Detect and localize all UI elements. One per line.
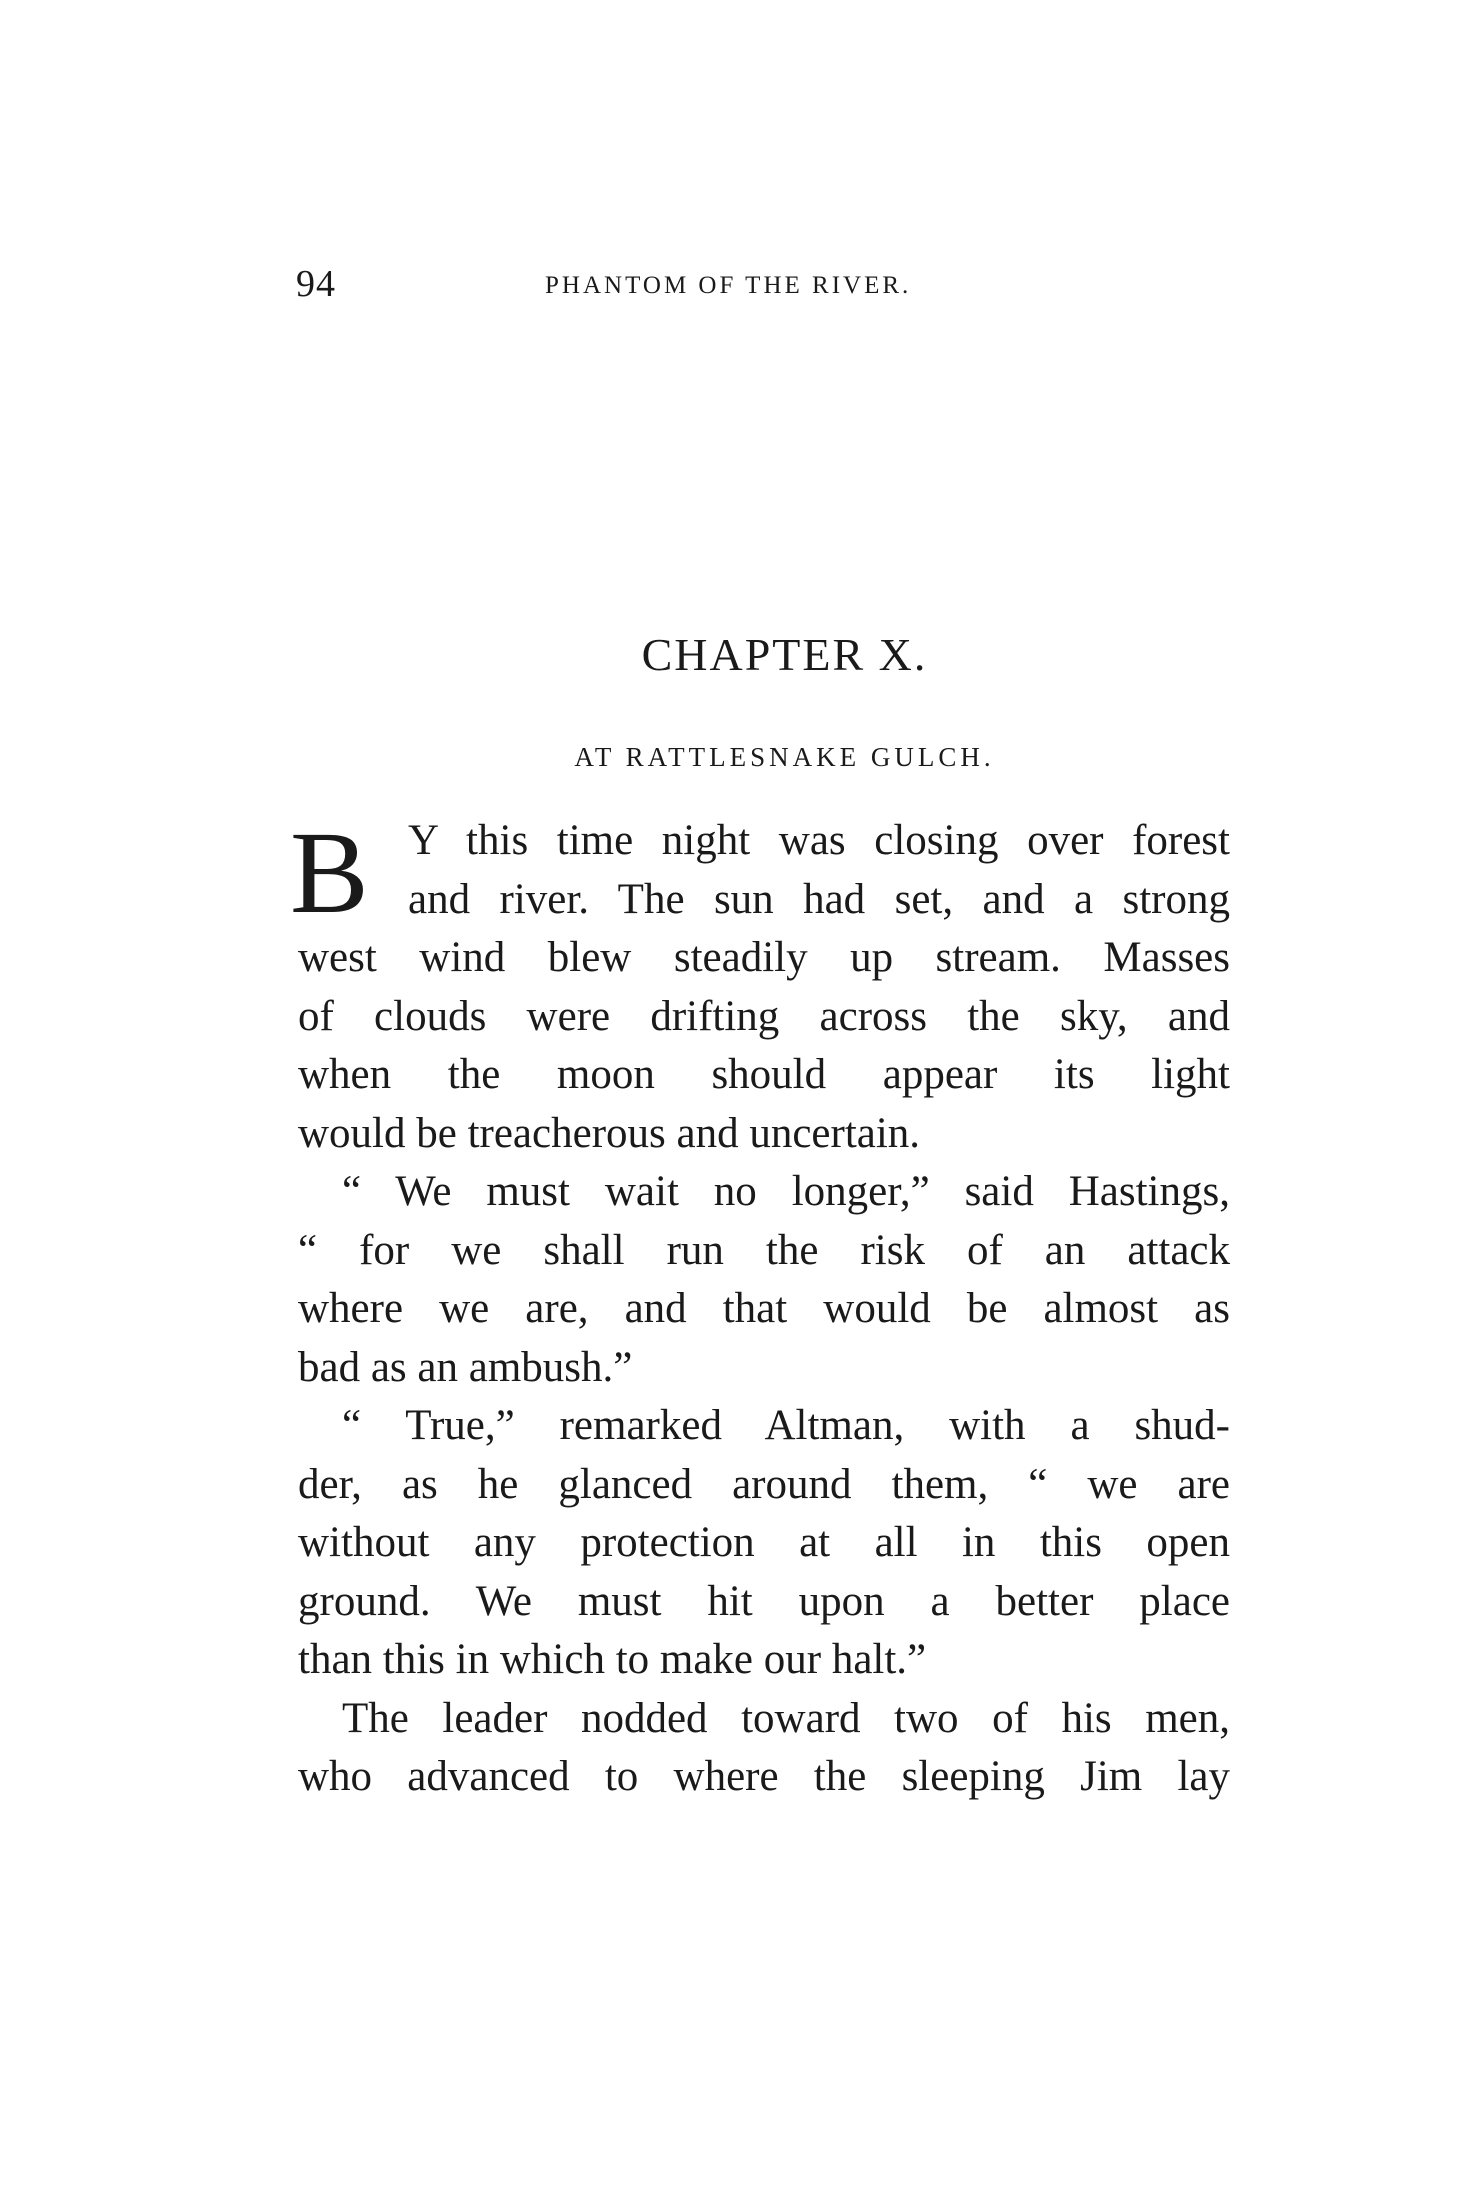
text-line: “ We must wait no longer,” said Hastings, bbox=[342, 1168, 1230, 1215]
text-line: where we are, and that would be almost as bbox=[298, 1285, 1230, 1332]
text-line: “ True,” remarked Altman, with a shud- bbox=[342, 1402, 1230, 1449]
text-line: west wind blew steadily up stream. Masses bbox=[298, 934, 1230, 981]
text-line: and river. The sun had set, and a strong bbox=[408, 875, 1230, 923]
running-head bbox=[0, 262, 1469, 312]
text-line: when the moon should appear its light bbox=[298, 1051, 1230, 1098]
text-line: Y this time night was closing over forest bbox=[408, 817, 1230, 864]
body-text bbox=[290, 807, 1230, 1807]
text-line: bad as an ambush.” bbox=[298, 1343, 633, 1391]
text-line: than this in which to make our halt.” bbox=[298, 1636, 927, 1683]
text-line: der, as he glanced around them, “ we are bbox=[298, 1460, 1230, 1508]
text-line: ground. We must hit upon a better place bbox=[298, 1577, 1230, 1625]
text-line: The leader nodded toward two of his men, bbox=[342, 1694, 1230, 1742]
text-line: would be treacherous and uncertain. bbox=[298, 1109, 921, 1157]
text-line: without any protection at all in this open bbox=[298, 1519, 1230, 1566]
text-line: “ for we shall run the risk of an attack bbox=[298, 1226, 1230, 1274]
chapter-subtitle: AT RATTLESNAKE GULCH. bbox=[574, 742, 995, 772]
drop-cap: B bbox=[290, 807, 369, 938]
running-title: PHANTOM OF THE RIVER. bbox=[545, 272, 912, 299]
text-line: of clouds were drifting across the sky, and bbox=[298, 992, 1230, 1040]
page-number: 94 bbox=[296, 263, 336, 305]
chapter-title: CHAPTER X. bbox=[641, 629, 928, 680]
text-line: who advanced to where the sleeping Jim lay bbox=[298, 1753, 1230, 1800]
